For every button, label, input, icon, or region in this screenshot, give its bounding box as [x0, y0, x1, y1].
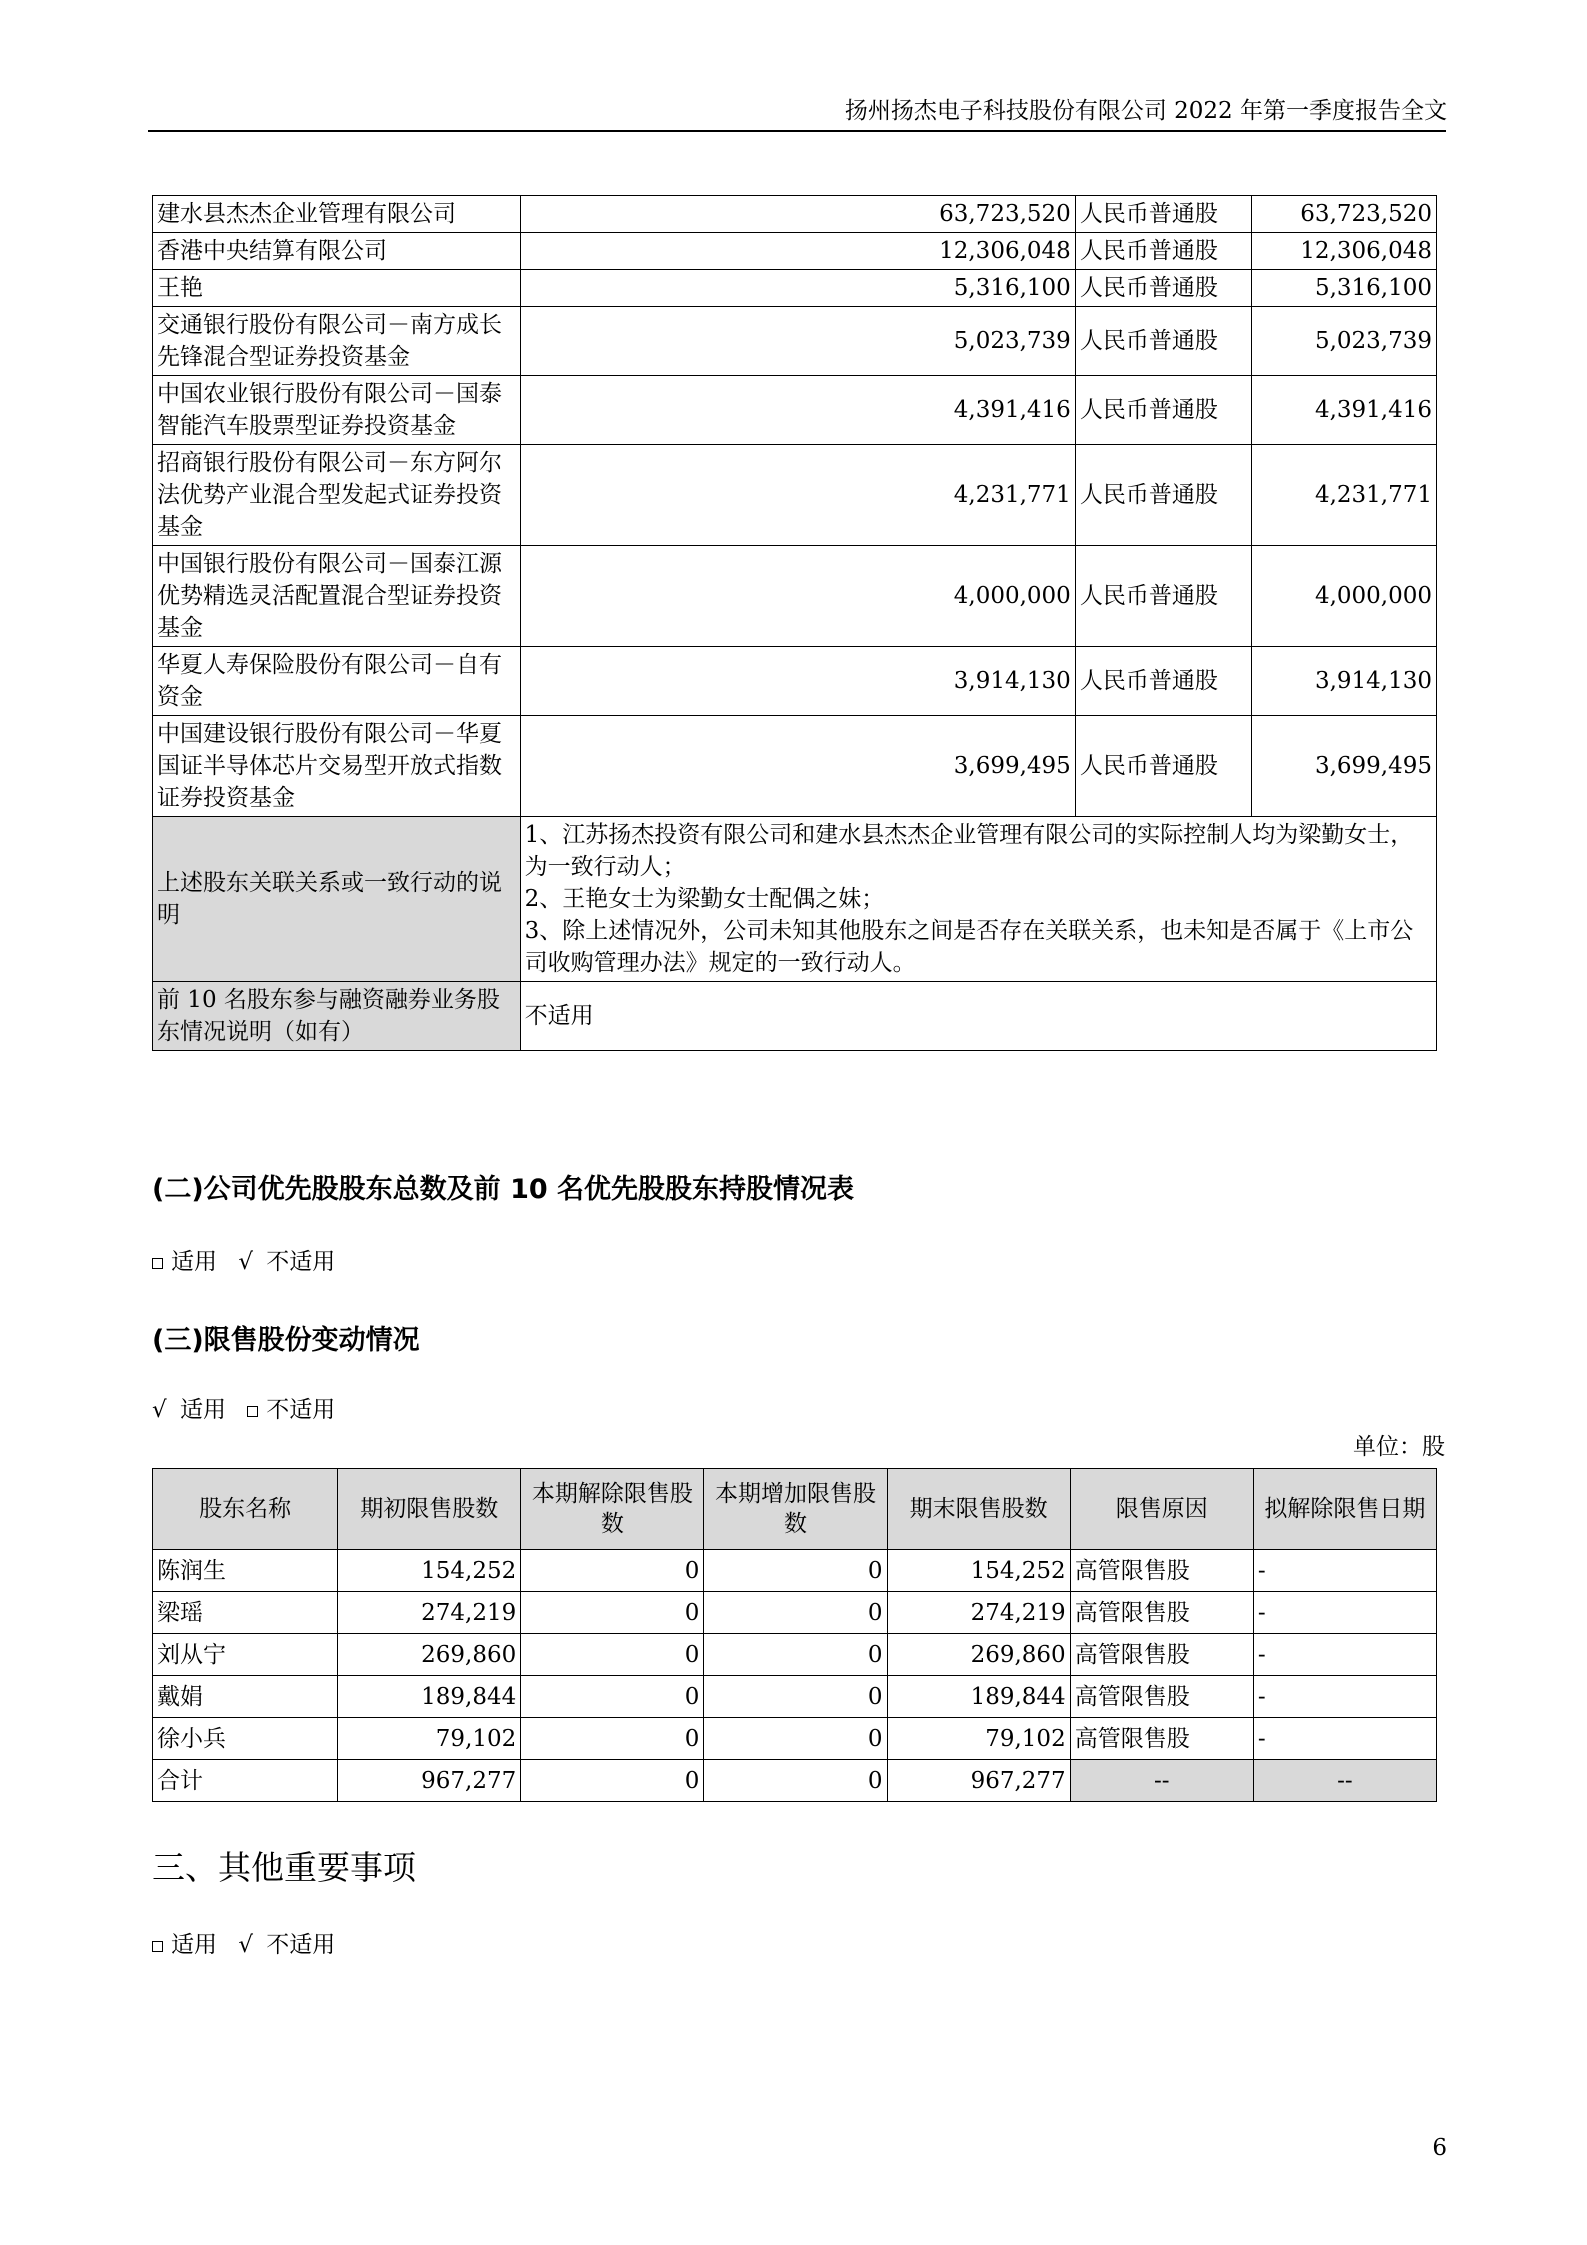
margin-value: 不适用 — [520, 982, 1436, 1051]
section2-title: (二)公司优先股股东总数及前 10 名优先股股东持股情况表 — [152, 1174, 855, 1205]
table-row: 陈润生 154,252 0 0 154,252 高管限售股 - — [153, 1550, 1437, 1592]
table-row: 刘从宁 269,860 0 0 269,860 高管限售股 - — [153, 1634, 1437, 1676]
page-number: 6 — [1432, 2135, 1447, 2161]
table-row: 香港中央结算有限公司 12,306,048 人民币普通股 12,306,048 — [153, 233, 1437, 270]
table-row: 王艳 5,316,100 人民币普通股 5,316,100 — [153, 270, 1437, 307]
section3-title: (三)限售股份变动情况 — [152, 1325, 420, 1356]
header-title: 扬州扬杰电子科技股份有限公司 2022 年第一季度报告全文 — [844, 98, 1447, 124]
check-mark-icon: √ — [238, 1249, 253, 1275]
checkbox-icon — [152, 1941, 163, 1952]
relation-row — [153, 817, 1437, 982]
table-row: 梁瑶 274,219 0 0 274,219 高管限售股 - — [153, 1592, 1437, 1634]
unit-label: 单位：股 — [1353, 1434, 1445, 1460]
total-row: 合计 967,277 0 0 967,277 -- -- — [153, 1760, 1437, 1802]
table-header-row: 股东名称 期初限售股数 本期解除限售股数 本期增加限售股数 期末限售股数 限售原因 拟解除限售日期 — [153, 1469, 1437, 1550]
margin-label: 前 10 名股东参与融资融券业务股东情况说明（如有） — [153, 982, 521, 1051]
relation-note: 3、除上述情况外，公司未知其他股东之间是否存在关联关系，也未知是否属于《上市公司收购管理办法》规定的一致行动人。 — [524, 918, 1414, 976]
check-mark-icon: √ — [152, 1397, 167, 1423]
table-row: 中国农业银行股份有限公司－国泰智能汽车股票型证券投资基金 4,391,416 人民币普通股 4,391,416 — [153, 376, 1437, 445]
table-row: 徐小兵 79,102 0 0 79,102 高管限售股 - — [153, 1718, 1437, 1760]
header-rule — [148, 130, 1446, 132]
checkbox-icon — [247, 1406, 258, 1417]
margin-row — [153, 982, 1437, 1051]
check-mark-icon: √ — [238, 1932, 253, 1958]
relation-label: 上述股东关联关系或一致行动的说明 — [153, 817, 521, 982]
relation-note: 1、江苏扬杰投资有限公司和建水县杰杰企业管理有限公司的实际控制人均为梁勤女士，为一致行动人； — [524, 822, 1414, 880]
section3-options: √ 适用 不适用 — [152, 1397, 336, 1423]
checkbox-icon — [152, 1258, 163, 1269]
part3-options: 适用 √ 不适用 — [152, 1926, 335, 1959]
table-row: 中国建设银行股份有限公司－华夏国证半导体芯片交易型开放式指数证券投资基金 3,699,495 人民币普通股 3,699,495 — [153, 716, 1437, 817]
table-row: 交通银行股份有限公司－南方成长先锋混合型证券投资基金 5,023,739 人民币普通股 5,023,739 — [153, 307, 1437, 376]
part3-title: 三、其他重要事项 — [152, 1848, 416, 1887]
relation-note: 2、王艳女士为梁勤女士配偶之妹； — [524, 886, 885, 912]
table-row: 华夏人寿保险股份有限公司－自有资金 3,914,130 人民币普通股 3,914,130 — [153, 647, 1437, 716]
section2-options: 适用 √ 不适用 — [152, 1243, 335, 1276]
table-row: 招商银行股份有限公司－东方阿尔法优势产业混合型发起式证券投资基金 4,231,771 人民币普通股 4,231,771 — [153, 445, 1437, 546]
table-row: 戴娟 189,844 0 0 189,844 高管限售股 - — [153, 1676, 1437, 1718]
table-row: 建水县杰杰企业管理有限公司 63,723,520 人民币普通股 63,723,520 — [153, 196, 1437, 233]
table-row: 中国银行股份有限公司－国泰江源优势精选灵活配置混合型证券投资基金 4,000,000 人民币普通股 4,000,000 — [153, 546, 1437, 647]
relation-notes — [520, 817, 1436, 982]
restricted-shares-table — [152, 1468, 1437, 1802]
top-holders-table — [152, 195, 1437, 1051]
